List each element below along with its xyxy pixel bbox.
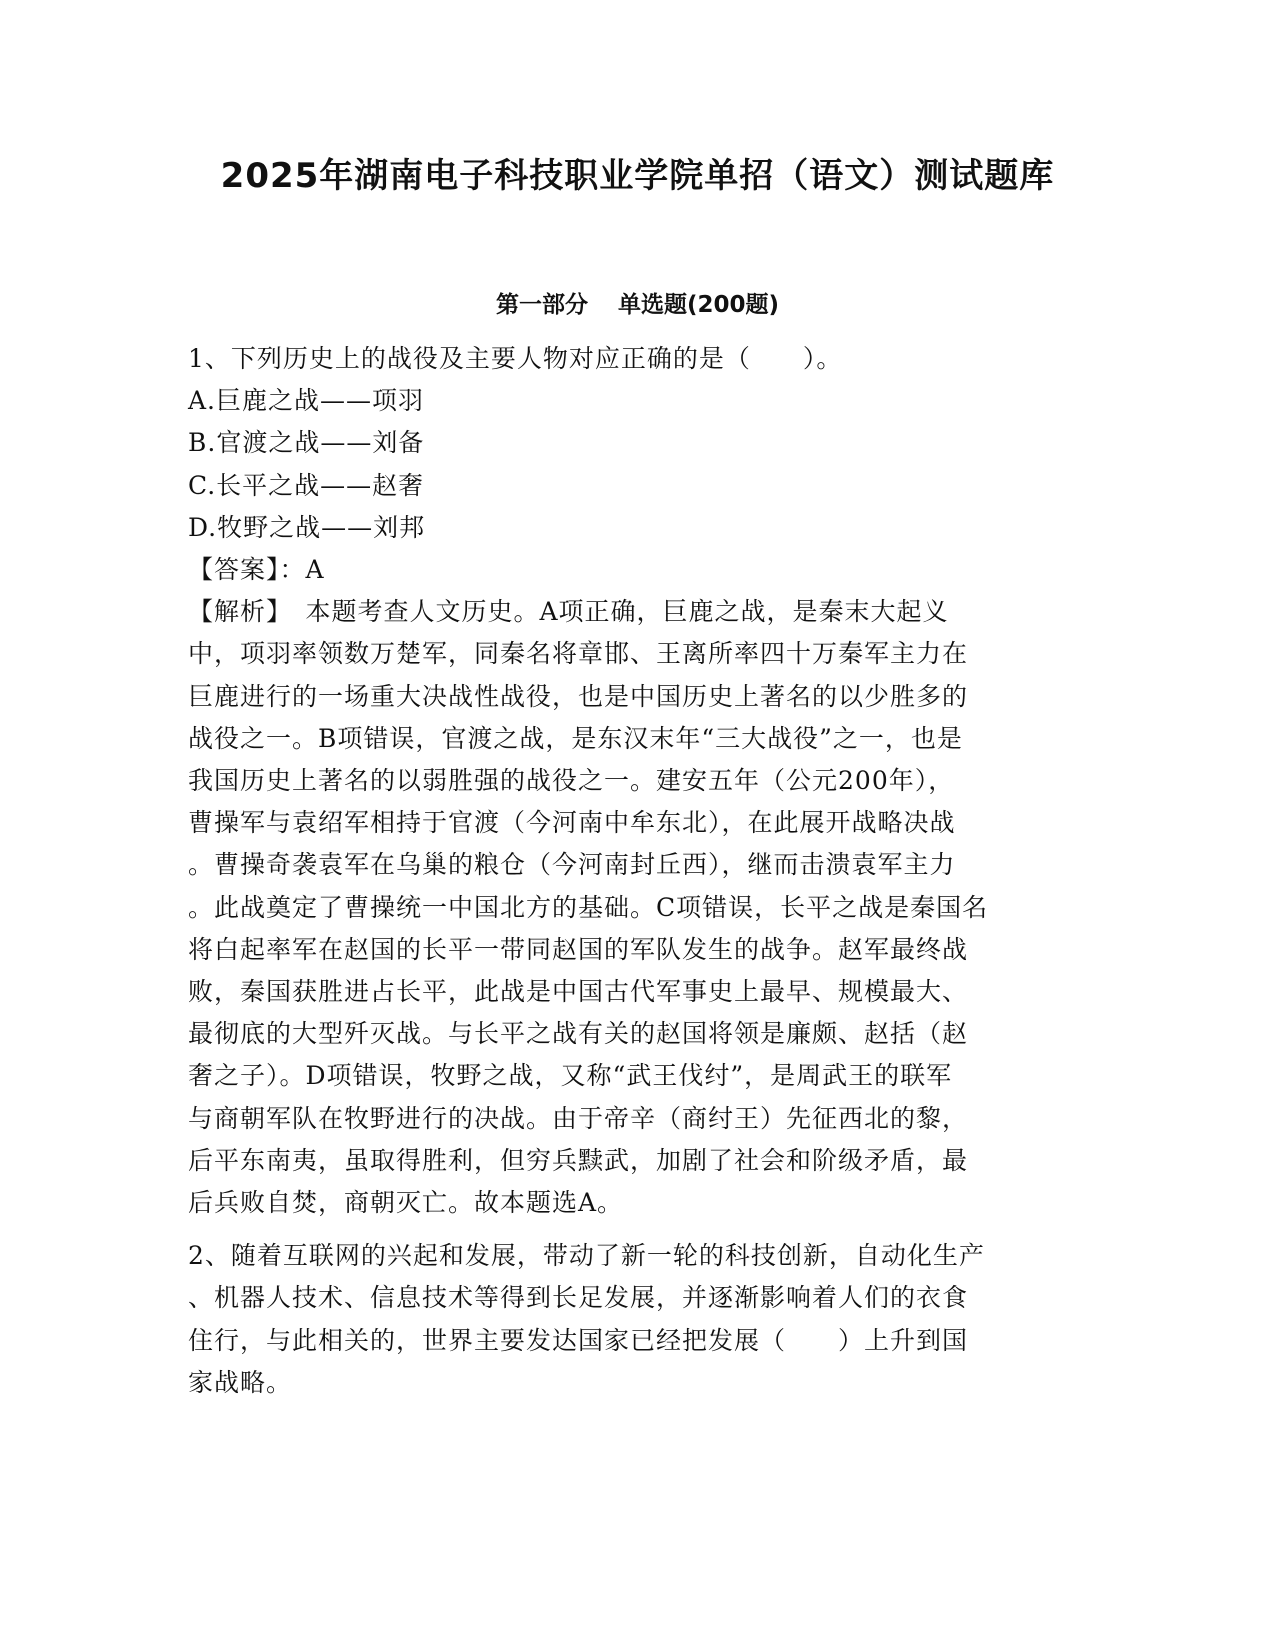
document-title: 2025年湖南电子科技职业学院单招（语文）测试题库 [220, 156, 1055, 196]
analysis-line: 奢之子）。D项错误，牧野之战，又称“武王伐纣”，是周武王的联军 [188, 1061, 953, 1091]
analysis-line: 。曹操奇袭袁军在乌巢的粮仓（今河南封丘西），继而击溃袁军主力 [188, 850, 956, 880]
analysis-line: 后兵败自焚，商朝灭亡。故本题选A。 [188, 1188, 624, 1218]
analysis-line: 最彻底的大型歼灭战。与长平之战有关的赵国将领是廉颇、赵括（赵 [188, 1019, 969, 1049]
option-c: C.长平之战——赵奢 [188, 470, 425, 500]
question-stem-line: 家战略。 [188, 1367, 293, 1397]
answer-line: 【答案】：A [188, 555, 325, 585]
analysis-line: 中，项羽率领数万楚军，同秦名将章邯、王离所率四十万秦军主力在 [188, 639, 969, 669]
analysis-line: 与商朝军队在牧野进行的决战。由于帝辛（商纣王）先征西北的黎， [188, 1103, 969, 1133]
section-heading [0, 286, 1275, 319]
analysis-line: 【解析】 本题考查人文历史。A项正确，巨鹿之战，是秦末大起义 [188, 597, 949, 627]
analysis-line: 巨鹿进行的一场重大决战性战役，也是中国历史上著名的以少胜多的 [188, 681, 969, 711]
question-list [188, 338, 1078, 1404]
analysis-line: 曹操军与袁绍军相持于官渡（今河南中牟东北），在此展开战略决战 [188, 808, 956, 838]
option-a: A.巨鹿之战——项羽 [188, 386, 425, 416]
question-stem-line: 、机器人技术、信息技术等得到长足发展，并逐渐影响着人们的衣食 [188, 1283, 969, 1313]
section-part: 第一部分 [495, 292, 588, 318]
section-name: 单选题(200题) [617, 292, 780, 318]
analysis-line: 败，秦国获胜进占长平，此战是中国古代军事史上最早、规模最大、 [188, 977, 969, 1007]
option-d: D.牧野之战——刘邦 [188, 512, 426, 542]
analysis-line: 战役之一。B项错误，官渡之战，是东汉末年“三大战役”之一，也是 [188, 723, 963, 753]
analysis-line: 。此战奠定了曹操统一中国北方的基础。C项错误，长平之战是秦国名 [188, 892, 989, 922]
analysis-line: 将白起率军在赵国的长平一带同赵国的军队发生的战争。赵军最终战 [188, 934, 969, 964]
question-stem-line: 2、随着互联网的兴起和发展，带动了新一轮的科技创新，自动化生产 [188, 1241, 985, 1271]
question-stem-line: 住行，与此相关的，世界主要发达国家已经把发展（ ）上升到国 [188, 1325, 969, 1355]
option-b: B.官渡之战——刘备 [188, 428, 425, 458]
analysis-line: 我国历史上著名的以弱胜强的战役之一。建安五年（公元200年）， [188, 766, 955, 796]
question-stem-line: 1、下列历史上的战役及主要人物对应正确的是（ ）。 [188, 344, 843, 373]
question-1 [188, 338, 1078, 1224]
question-2 [188, 1235, 1078, 1404]
analysis-line: 后平东南夷，虽取得胜利，但穷兵黩武，加剧了社会和阶级矛盾，最 [188, 1145, 969, 1175]
